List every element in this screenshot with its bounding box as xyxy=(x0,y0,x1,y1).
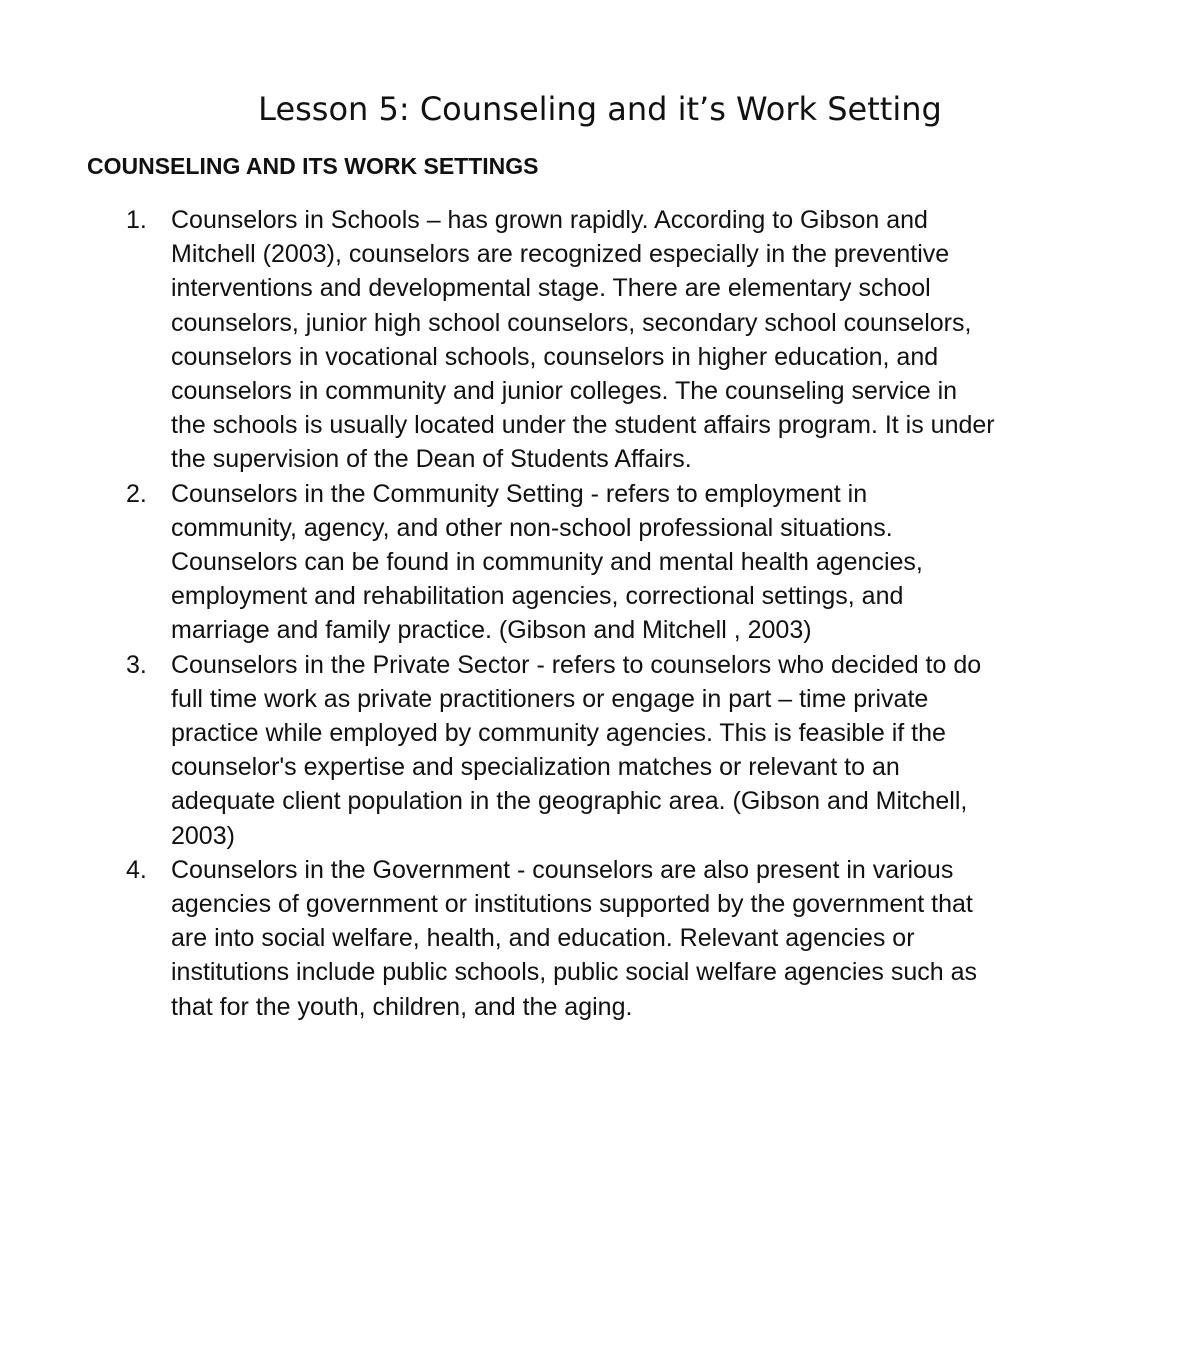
list-item-line: Mitchell (2003), counselors are recognized especially in the preventive xyxy=(171,240,950,269)
list-item-line: employment and rehabilitation agencies, correctional settings, and xyxy=(171,582,904,611)
list-item-line: counselors in vocational schools, counselors in higher education, and xyxy=(171,342,939,371)
list-item-number: 1. xyxy=(126,206,147,234)
list-item-line: practice while employed by community agencies. This is feasible if the xyxy=(171,719,946,748)
list-item-line: agencies of government or institutions supported by the government that xyxy=(171,890,973,919)
list-item-number: 3. xyxy=(126,650,147,679)
list-item-number: 2. xyxy=(126,479,147,508)
list-item-private-sector xyxy=(0,648,1200,853)
list-item-line: are into social welfare, health, and education. Relevant agencies or xyxy=(171,924,915,953)
list-item-line: interventions and developmental stage. There are elementary school xyxy=(171,274,931,303)
list-item-line: the schools is usually located under the student affairs program. It is under xyxy=(171,411,995,440)
work-settings-list xyxy=(0,203,1200,1024)
section-heading: COUNSELING AND ITS WORK SETTINGS xyxy=(87,153,539,179)
list-item-community xyxy=(0,477,1200,648)
list-item-line: counselor's expertise and specialization matches or relevant to an xyxy=(171,753,900,782)
list-item-line: community, agency, and other non-school professional situations. xyxy=(171,513,893,542)
list-item-line: Counselors in Schools – has grown rapidly. According to Gibson and xyxy=(171,206,928,234)
list-item-line: counselors in community and junior colleges. The counseling service in xyxy=(171,377,958,406)
document-title: Lesson 5: Counseling and it’s Work Setting xyxy=(258,90,942,128)
list-item-government xyxy=(0,853,1200,1024)
list-item-number: 4. xyxy=(126,855,147,884)
list-item-line: Counselors in the Community Setting - refers to employment in xyxy=(171,479,868,508)
list-item-line: that for the youth, children, and the aging. xyxy=(171,992,633,1021)
list-item-line: adequate client population in the geographic area. (Gibson and Mitchell, xyxy=(171,787,968,816)
list-item-line: Counselors in the Government - counselors are also present in various xyxy=(171,855,954,884)
list-item-line: institutions include public schools, public social welfare agencies such as xyxy=(171,958,977,987)
list-item-line: full time work as private practitioners or engage in part – time private xyxy=(171,684,929,713)
list-item-line: Counselors in the Private Sector - refers to counselors who decided to do xyxy=(171,650,982,679)
list-item-line: the supervision of the Dean of Students Affairs. xyxy=(171,445,692,474)
list-item-line: marriage and family practice. (Gibson and Mitchell , 2003) xyxy=(171,616,812,645)
list-item-line: counselors, junior high school counselors, secondary school counselors, xyxy=(171,308,972,337)
list-item-line: 2003) xyxy=(171,821,235,850)
list-item-schools xyxy=(0,203,1200,477)
list-item-line: Counselors can be found in community and mental health agencies, xyxy=(171,548,923,577)
